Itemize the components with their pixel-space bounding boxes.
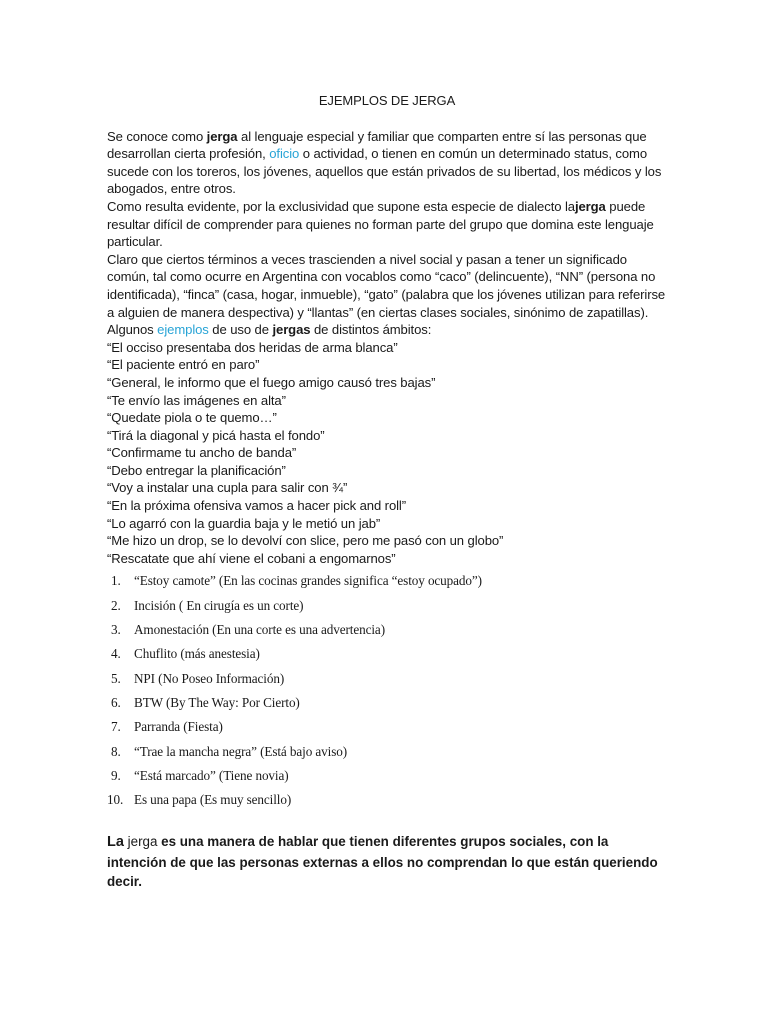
text-run: puede resultar difícil de comprender para quienes no forman parte del grupo que domina este lenguaje particular. xyxy=(107,198,654,250)
list-item-text: Parranda (Fiesta) xyxy=(134,719,223,735)
paragraph-examples-intro xyxy=(107,321,667,339)
list-item xyxy=(107,718,667,735)
text-run: Como resulta evidente, por la exclusividad que supone esta especie de dialecto la xyxy=(107,198,575,214)
list-number: 6. xyxy=(111,694,121,710)
list-number: 1. xyxy=(111,573,121,589)
text-run: Se conoce como xyxy=(107,128,207,144)
list-item-text: Amonestación (En una corte es una advertencia) xyxy=(134,622,385,638)
bold-term: jerga xyxy=(206,128,238,144)
quote-line: “Lo agarró con la guardia baja y le metió un jab” xyxy=(107,515,381,531)
closing-statement xyxy=(107,832,667,892)
quote-line: “Debo entregar la planificación” xyxy=(107,462,286,478)
list-item xyxy=(107,572,667,589)
text-run: Algunos xyxy=(107,322,158,338)
list-item-text: NPI (No Poseo Información) xyxy=(134,670,285,686)
list-item-text: Incisión ( En cirugía es un corte) xyxy=(134,597,304,613)
list-number: 7. xyxy=(111,719,121,735)
text-run: de uso de xyxy=(208,322,273,338)
numbered-list xyxy=(107,572,667,808)
quote-line: “Confirmame tu ancho de banda” xyxy=(107,445,297,461)
quote-line: “El occiso presentaba dos heridas de arma blanca” xyxy=(107,339,398,355)
bold-term: jergas xyxy=(272,322,311,338)
list-number: 3. xyxy=(111,622,121,638)
list-item xyxy=(107,767,667,784)
list-item xyxy=(107,645,667,662)
quote-line: “En la próxima ofensiva vamos a hacer pick and roll” xyxy=(107,498,406,514)
bold-term: jerga xyxy=(574,198,606,214)
document-page xyxy=(107,92,667,905)
quote-line: “Me hizo un drop, se lo devolví con slice, pero me pasó con un globo” xyxy=(107,533,504,549)
text-run: jerga xyxy=(123,834,158,850)
paragraph-argentina: Claro que ciertos términos a veces trascienden a nivel social y pasan a tener un significado común, tal como ocurre en Argentina con vocablos como “caco” (delincuente), “NN” (persona no identificada), “finca” (casa, hogar, inmueble), “gato” (palabra que los jóvenes utilizan para referirse a alguien de manera despectiva) y “llantas” (en ciertas clases sociales, sinónimo de zapatillas). xyxy=(107,251,666,320)
list-item xyxy=(107,597,667,614)
link-ejemplos[interactable]: ejemplos xyxy=(157,322,209,338)
quote-line: “El paciente entró en paro” xyxy=(107,357,260,373)
list-item-text: “Estoy camote” (En las cocinas grandes significa “estoy ocupado”) xyxy=(134,573,482,589)
text-run: o actividad, o tienen en común un determinado status, como sucede con los toreros, los jóvenes, aquellos que están privados de su libertad, los médicos y los abogados, entre otros. xyxy=(107,146,662,197)
quote-line: “Quedate piola o te quemo…” xyxy=(107,410,277,426)
list-number: 5. xyxy=(111,670,121,686)
link-oficio[interactable]: oficio xyxy=(269,146,300,162)
list-item-text: “Trae la mancha negra” (Está bajo aviso) xyxy=(134,743,348,759)
list-item-text: Es una papa (Es muy sencillo) xyxy=(134,792,292,808)
quote-line: “Te envío las imágenes en alta” xyxy=(107,392,286,408)
list-item-text: BTW (By The Way: Por Cierto) xyxy=(134,694,300,710)
list-item-text: “Está marcado” (Tiene novia) xyxy=(134,767,289,783)
text-run: es una manera de hablar que tienen diferentes grupos sociales, con la intención de que las personas externas a ellos no comprendan lo que están queriendo decir. xyxy=(107,834,658,890)
quote-list xyxy=(107,339,667,568)
text-run: al lenguaje especial y familiar que comparten entre sí las personas que desarrollan cierta profesión, xyxy=(107,128,647,162)
list-number: 10. xyxy=(107,792,124,808)
list-number: 4. xyxy=(111,646,121,662)
quote-line: “General, le informo que el fuego amigo causó tres bajas” xyxy=(107,374,436,390)
quote-line: “Voy a instalar una cupla para salir con ¾” xyxy=(107,480,348,496)
list-item xyxy=(107,694,667,711)
list-item xyxy=(107,621,667,638)
list-number: 9. xyxy=(111,767,121,783)
list-item-text: Chuflito (más anestesia) xyxy=(134,646,260,662)
list-number: 8. xyxy=(111,743,121,759)
document-title: EJEMPLOS DE JERGA xyxy=(318,93,456,108)
paragraph-exclusivity xyxy=(107,198,667,251)
list-item xyxy=(107,791,667,808)
list-item xyxy=(107,743,667,760)
list-item xyxy=(107,670,667,687)
text-run: La xyxy=(107,834,124,851)
quote-line: “Rescatate que ahí viene el cobani a engomarnos” xyxy=(107,550,396,566)
list-number: 2. xyxy=(111,597,121,613)
paragraph-definition xyxy=(107,128,667,198)
text-run: de distintos ámbitos: xyxy=(310,322,432,338)
quote-line: “Tirá la diagonal y picá hasta el fondo” xyxy=(107,427,325,443)
